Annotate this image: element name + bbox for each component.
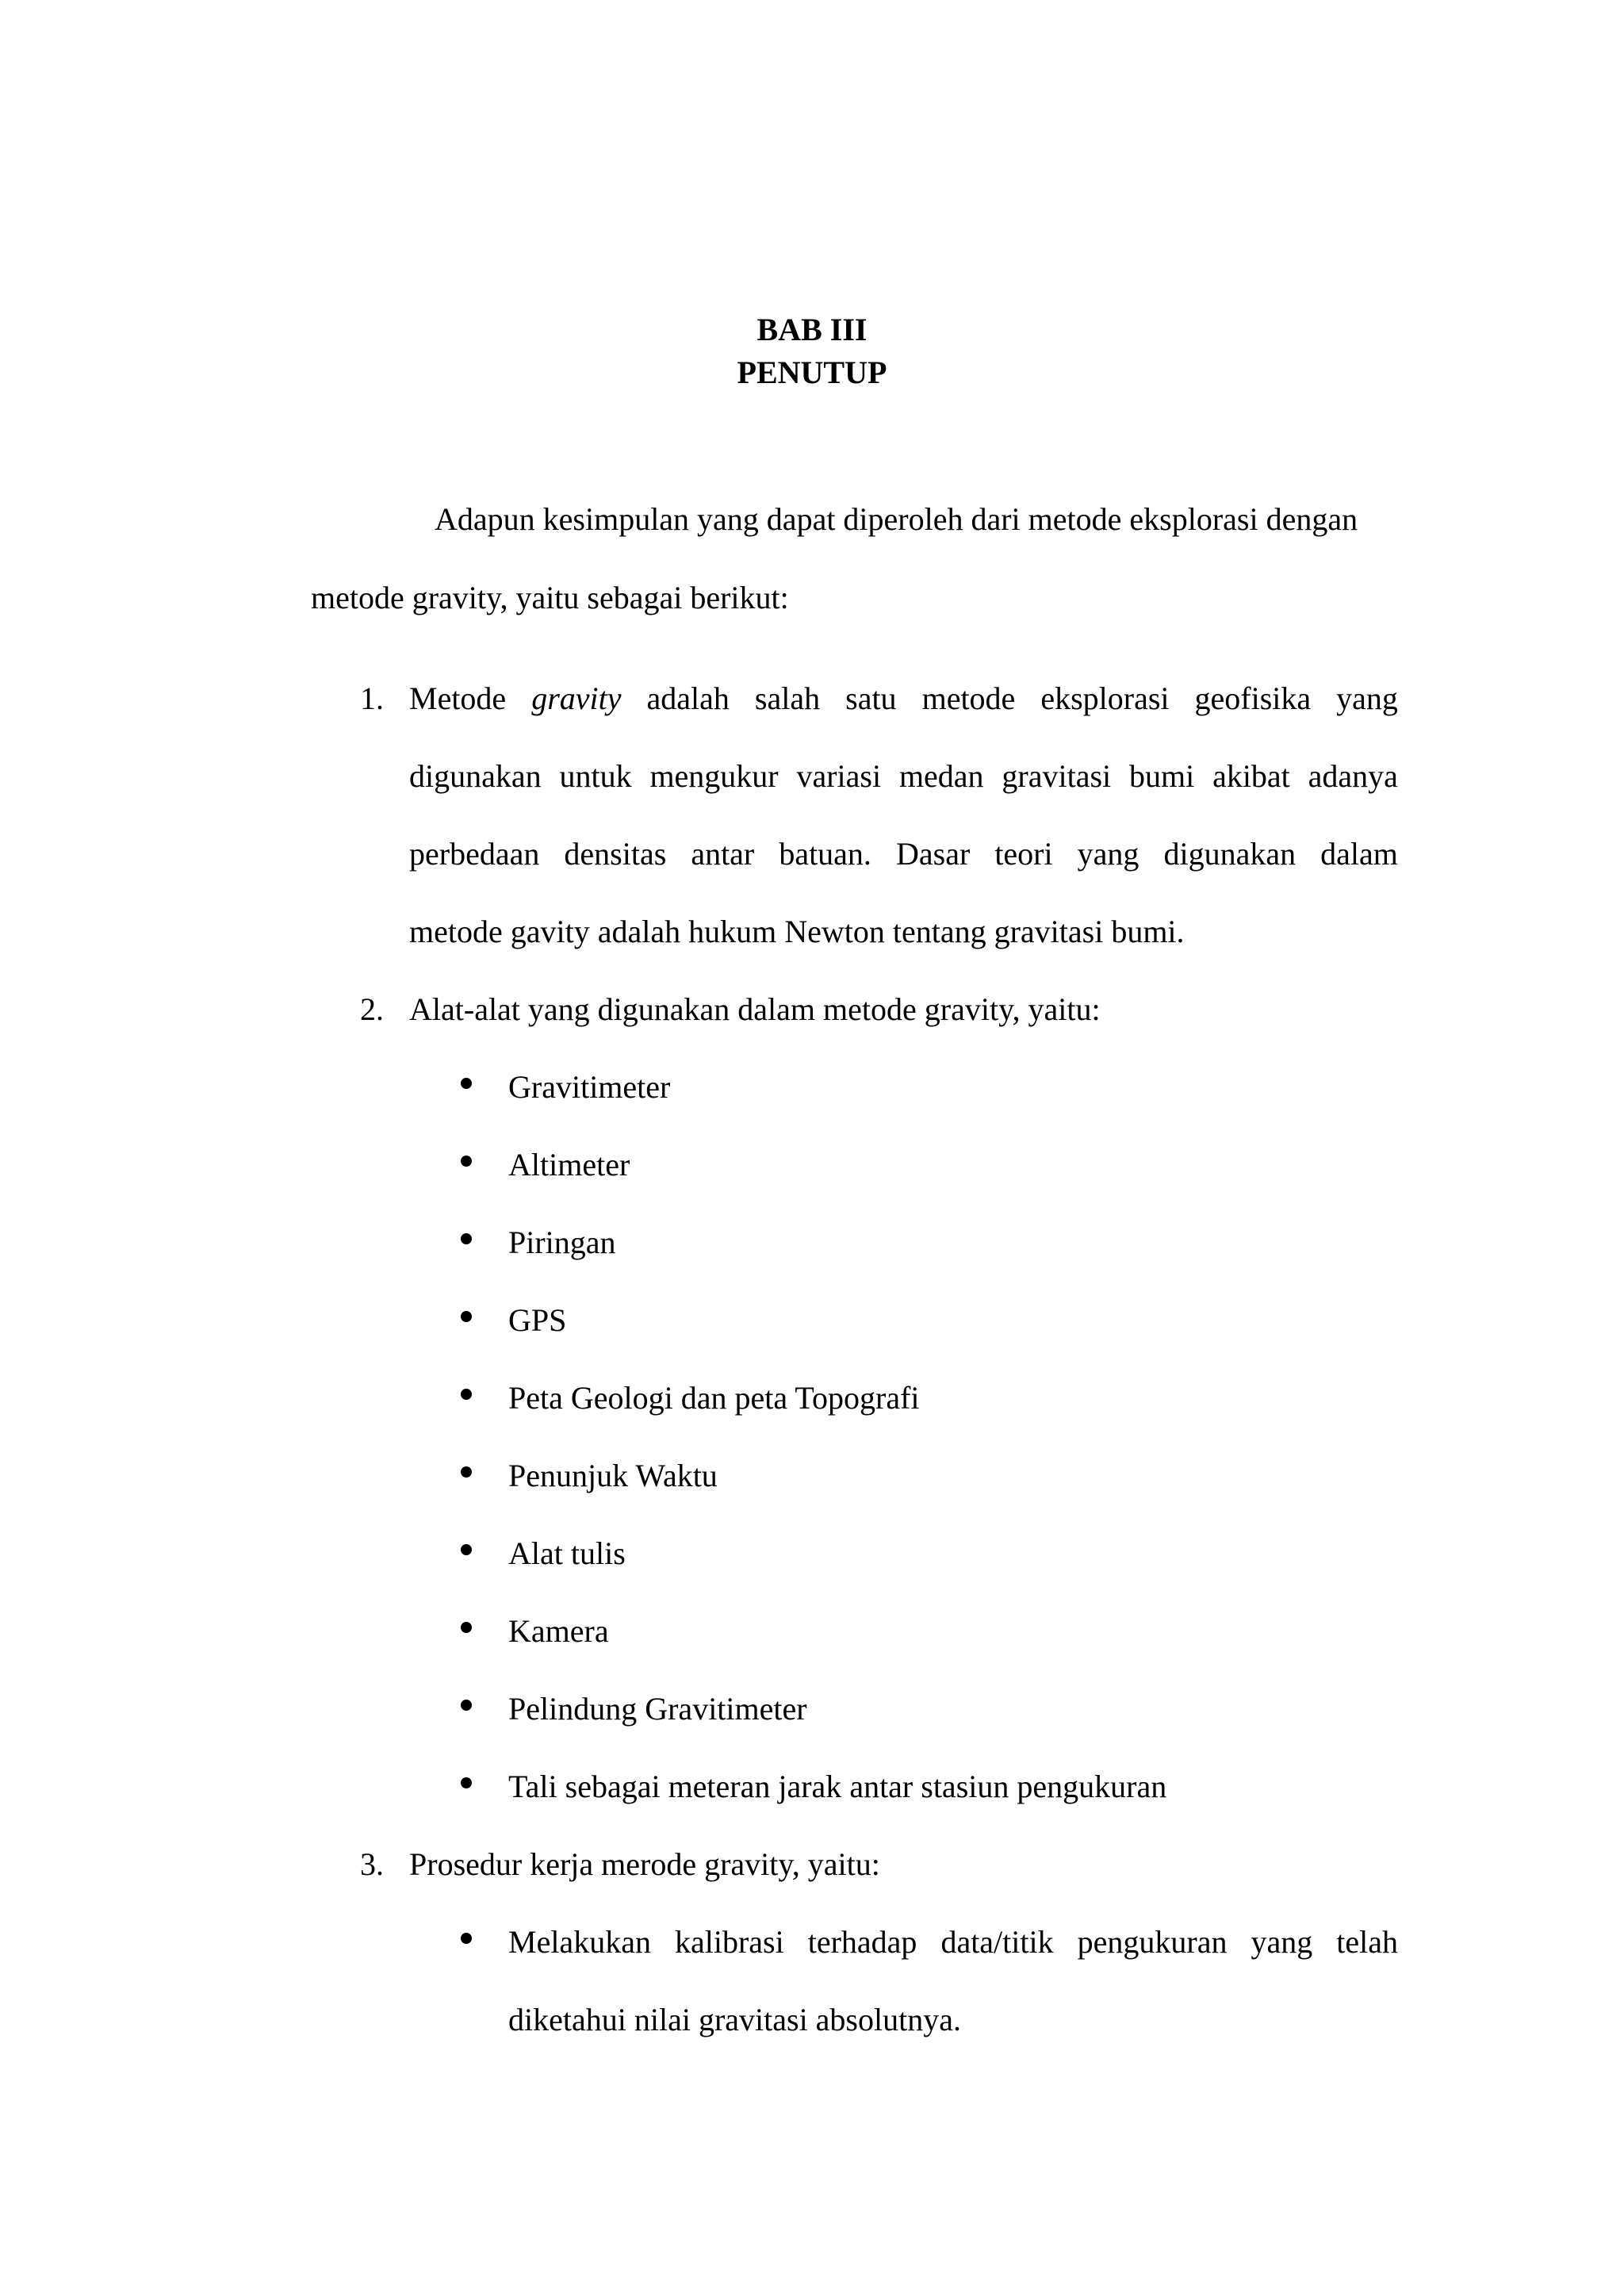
bullet-icon [461, 1700, 472, 1711]
bullet-item: Kamera [508, 1613, 609, 1649]
bullet-icon [461, 1622, 472, 1633]
chapter-title: PENUTUP [737, 355, 887, 390]
bullet-item: Tali sebagai meteran jarak antar stasiun pengukuran [508, 1769, 1167, 1804]
item-2-text: Alat-alat yang digunakan dalam metode gravity, yaitu: [409, 991, 1101, 1027]
bullet-icon [461, 1078, 472, 1089]
list-number-1: 1. [360, 680, 384, 716]
item-1-line-3: perbedaan densitas antar batuan. Dasar teori yang digunakan dalam [409, 836, 1398, 872]
bullet-icon [461, 1311, 472, 1322]
item-1-line-2: digunakan untuk mengukur variasi medan gravitasi bumi akibat adanya [409, 758, 1398, 794]
list-number-3: 3. [360, 1846, 384, 1882]
bullet-item: Penunjuk Waktu [508, 1458, 718, 1493]
bullet-icon [461, 1389, 472, 1400]
bullet-icon [461, 1466, 472, 1478]
item-1-line-4: metode gavity adalah hukum Newton tentang gravitasi bumi. [409, 914, 1185, 949]
bullet-icon [461, 1777, 472, 1788]
bullet-icon [461, 1233, 472, 1244]
intro-line-1: Adapun kesimpulan yang dapat diperoleh dari metode eksplorasi dengan [435, 501, 1358, 537]
item-3-text: Prosedur kerja merode gravity, yaitu: [409, 1846, 880, 1882]
item-1-line-1: Metode gravity adalah salah satu metode eksplorasi geofisika yang [409, 680, 1398, 716]
bullet-item: Alat tulis [508, 1535, 626, 1571]
item-3-bullet-line-1: Melakukan kalibrasi terhadap data/titik pengukuran yang telah [508, 1924, 1398, 1960]
bullet-item: Altimeter [508, 1147, 630, 1182]
bullet-icon [461, 1933, 472, 1944]
bullet-icon [461, 1156, 472, 1167]
bullet-item: Piringan [508, 1225, 616, 1260]
bullet-item: Peta Geologi dan peta Topografi [508, 1380, 920, 1416]
chapter-number: BAB III [756, 312, 868, 347]
list-number-2: 2. [360, 991, 384, 1027]
bullet-item: Pelindung Gravitimeter [508, 1691, 807, 1727]
bullet-icon [461, 1544, 472, 1555]
intro-line-2: metode gravity, yaitu sebagai berikut: [311, 580, 789, 615]
bullet-item: Gravitimeter [508, 1069, 671, 1105]
item-3-bullet-line-2: diketahui nilai gravitasi absolutnya. [508, 2002, 961, 2037]
bullet-item: GPS [508, 1302, 567, 1338]
